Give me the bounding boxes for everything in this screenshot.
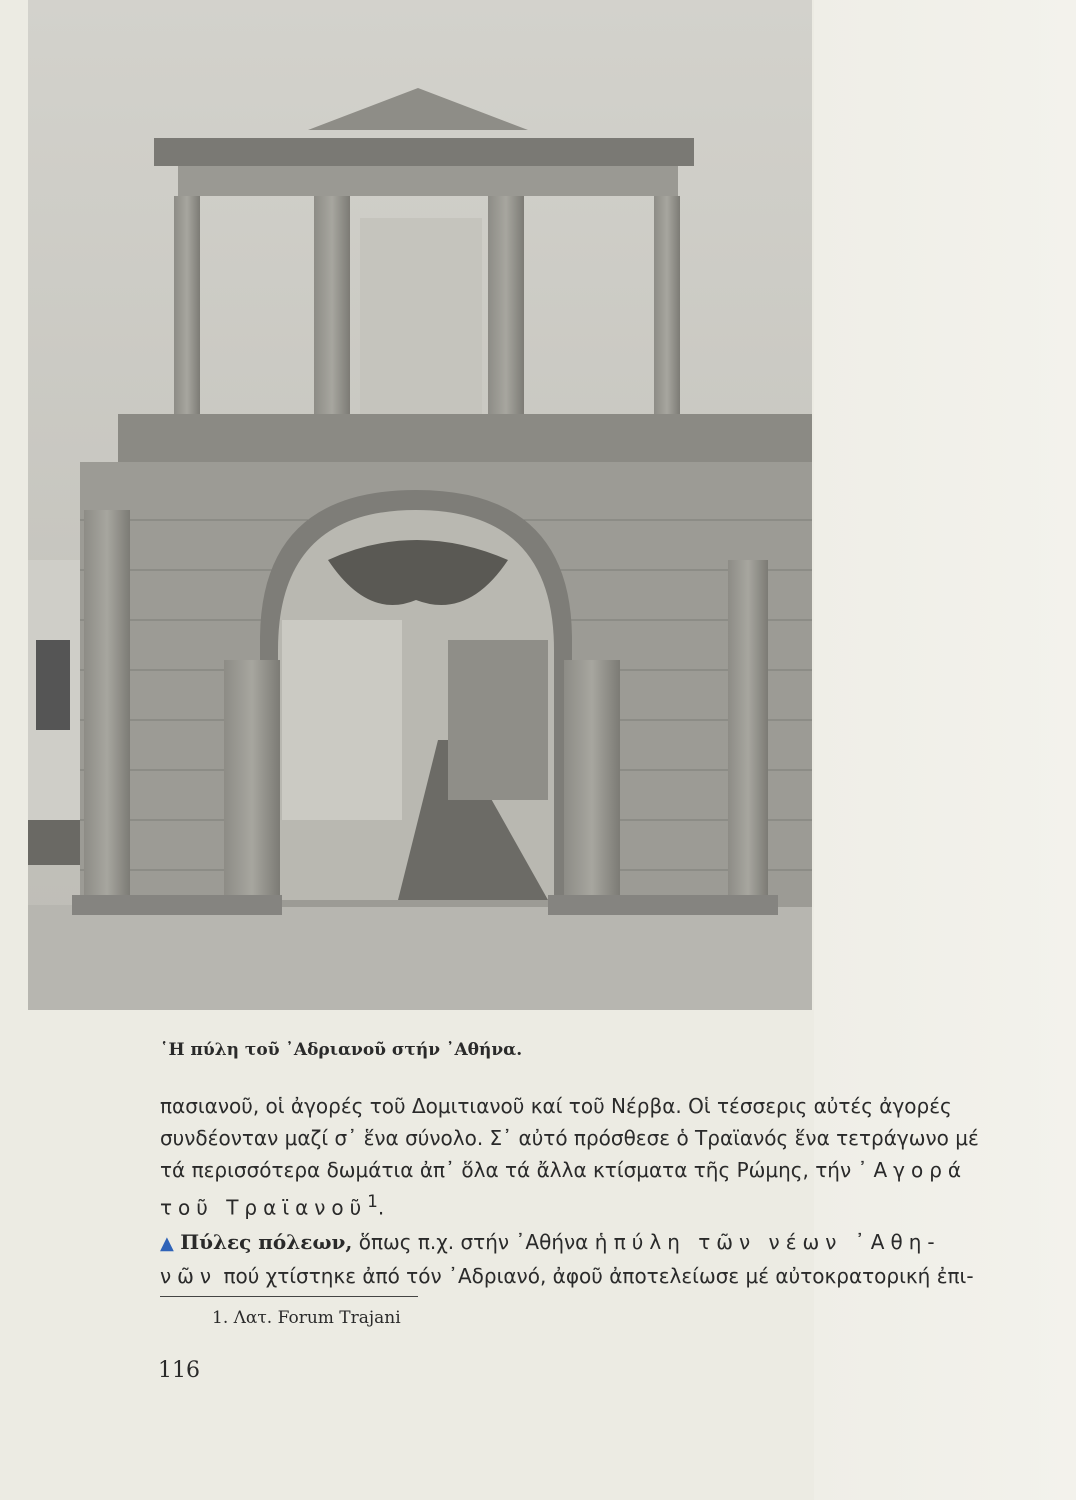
text-line xyxy=(160,1186,1002,1224)
text-line xyxy=(160,1226,1002,1260)
spaced-term: ᾿Αγορά xyxy=(857,1158,968,1182)
text-span: πασιανοῦ, οἱ ἀγορές τοῦ Δομιτιανοῦ καί τοῦ Νέρβα. Οἱ τέσσερις αὐτές ἀγορές xyxy=(160,1094,952,1118)
body-text xyxy=(160,1090,1002,1292)
footnote-ref: 1 xyxy=(367,1192,378,1211)
text-span: συνδέονταν μαζί σ᾿ ἕνα σύνολο. Σ᾿ αὐτό πρόσθεσε ὁ Τραϊανός ἕνα τετράγωνο μέ xyxy=(160,1126,979,1150)
photo-caption: ῾Η πύλη τοῦ ᾿Αδριανοῦ στήν ᾿Αθήνα. xyxy=(160,1040,523,1060)
triangle-marker-icon: ▲ xyxy=(160,1232,174,1254)
text-line xyxy=(160,1260,1002,1292)
footnote: 1. Λατ. Forum Trajani xyxy=(212,1308,401,1328)
text-span: πού χτίστηκε ἀπό τόν ᾿Αδριανό, ἀφοῦ ἀποτελείωσε μέ αὐτοκρατορική ἐπι- xyxy=(217,1263,974,1288)
bold-term: Πύλες πόλεων, xyxy=(180,1229,353,1254)
spaced-term: νῶν xyxy=(160,1263,218,1288)
text-line xyxy=(160,1122,1002,1154)
spaced-term: πύλη τῶν νέων ᾿Αθη- xyxy=(613,1229,941,1254)
text-span: ὅπως π.χ. στήν ᾿Αθήνα ἡ xyxy=(352,1229,614,1254)
text-line xyxy=(160,1090,1002,1122)
text-span: τά περισσότερα δωμάτια ἀπ᾿ ὅλα τά ἄλλα κτίσματα τῆς Ρώμης, τήν xyxy=(160,1158,858,1182)
footnote-divider xyxy=(160,1296,418,1297)
arch-gate-photo xyxy=(28,0,812,1010)
spaced-term: τοῦ Τραϊανοῦ xyxy=(160,1195,368,1220)
arch-photo xyxy=(28,0,812,1010)
page-number: 116 xyxy=(158,1358,200,1383)
text-span: . xyxy=(377,1195,385,1220)
text-line xyxy=(160,1154,1002,1186)
